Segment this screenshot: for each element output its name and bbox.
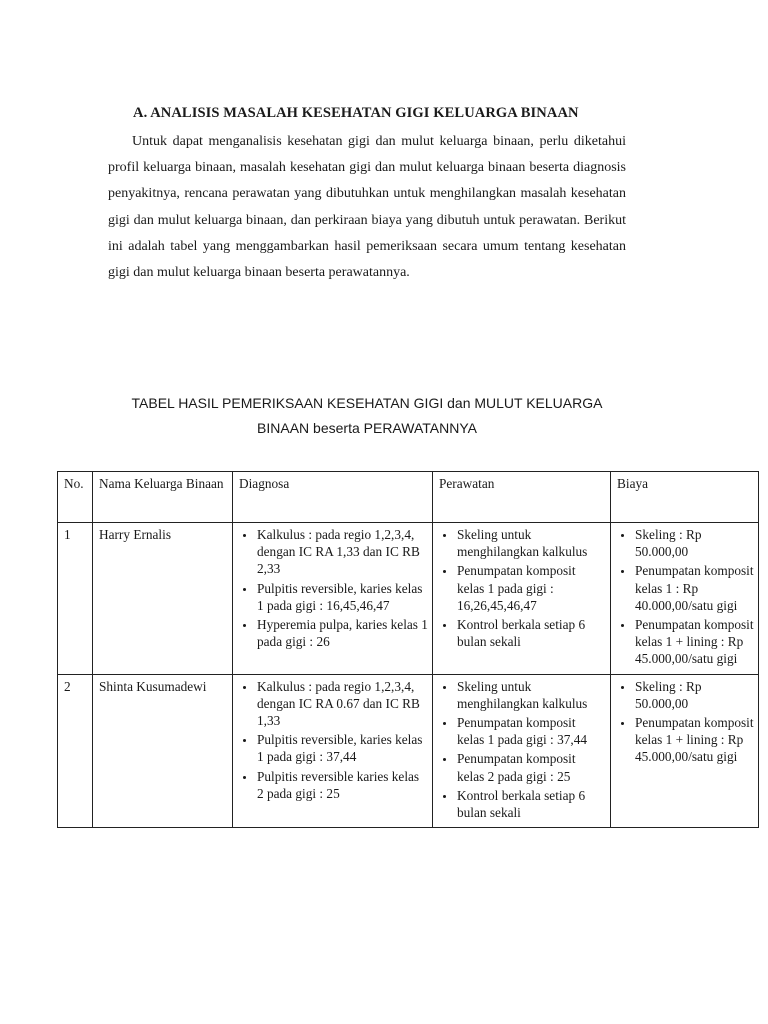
list-item: • Penumpatan komposit kelas 1 + lining : Rp 45.000,00/satu gigi: [634, 714, 754, 766]
list-item: • Skeling untuk menghilangkan kalkulus: [456, 526, 606, 560]
list-item: • Hyperemia pulpa, karies kelas 1 pada gigi : 26: [256, 616, 428, 650]
table-title-line1: TABEL HASIL PEMERIKSAAN KESEHATAN GIGI dan MULUT KELUARGA: [131, 395, 603, 411]
row-name: Harry Ernalis: [93, 523, 233, 675]
list-item: • Pulpitis reversible, karies kelas 1 pada gigi : 37,44: [256, 731, 428, 765]
row-diagnosa: [233, 674, 433, 828]
list-item: • Penumpatan komposit kelas 1 : Rp 40.000,00/satu gigi: [634, 562, 754, 614]
table-row: [58, 523, 759, 675]
list-item: • Pulpitis reversible, karies kelas 1 pada gigi : 16,45,46,47: [256, 580, 428, 614]
row-biaya: [611, 674, 759, 828]
header-diagnosa: Diagnosa: [233, 472, 433, 523]
list-item: • Pulpitis reversible karies kelas 2 pada gigi : 25: [256, 768, 428, 802]
header-perawatan: Perawatan: [433, 472, 611, 523]
list-item: • Skeling : Rp 50.000,00: [634, 678, 754, 712]
list-item: • Kalkulus : pada regio 1,2,3,4, dengan IC RA 0.67 dan IC RB 1,33: [256, 678, 428, 730]
table-title: [100, 391, 634, 441]
list-item: • Skeling untuk menghilangkan kalkulus: [456, 678, 606, 712]
row-no: 2: [58, 674, 93, 828]
header-name: Nama Keluarga Binaan: [93, 472, 233, 523]
header-biaya: Biaya: [611, 472, 759, 523]
list-item: • Penumpatan komposit kelas 1 + lining : Rp 45.000,00/satu gigi: [634, 616, 754, 668]
table-title-line2: BINAAN beserta PERAWATANNYA: [257, 420, 477, 436]
row-perawatan: [433, 674, 611, 828]
list-item: • Skeling : Rp 50.000,00: [634, 526, 754, 560]
list-item: • Penumpatan komposit kelas 1 pada gigi : 16,26,45,46,47: [456, 562, 606, 614]
list-item: • Kontrol berkala setiap 6 bulan sekali: [456, 787, 606, 821]
list-item: • Kalkulus : pada regio 1,2,3,4, dengan IC RA 1,33 dan IC RB 2,33: [256, 526, 428, 578]
section-heading: A. ANALISIS MASALAH KESEHATAN GIGI KELUARGA BINAAN: [133, 105, 579, 121]
list-item: • Penumpatan komposit kelas 1 pada gigi : 37,44: [456, 714, 606, 748]
row-name: Shinta Kusumadewi: [93, 674, 233, 828]
intro-paragraph: Untuk dapat menganalisis kesehatan gigi dan mulut keluarga binaan, perlu diketahui profil keluarga binaan, masalah kesehatan gigi dan mulut keluarga binaan beserta diagnosis penyakitnya, rencana perawatan yang dibutuhkan untuk menghilangkan masalah kesehatan gigi dan mulut keluarga binaan, dan perkiraan biaya yang dibutuh untuk perawatan. Berikut ini adalah tabel yang menggambarkan hasil pemeriksaan secara umum tentang kesehatan gigi dan mulut keluarga binaan beserta perawatannya.: [108, 134, 626, 281]
row-biaya: [611, 523, 759, 675]
table-row: [58, 674, 759, 828]
examination-table: [57, 471, 759, 828]
row-no: 1: [58, 523, 93, 675]
list-item: • Kontrol berkala setiap 6 bulan sekali: [456, 616, 606, 650]
row-perawatan: [433, 523, 611, 675]
list-item: • Penumpatan komposit kelas 2 pada gigi : 25: [456, 750, 606, 784]
table-header-row: [58, 472, 759, 523]
row-diagnosa: [233, 523, 433, 675]
header-no: No.: [58, 472, 93, 523]
